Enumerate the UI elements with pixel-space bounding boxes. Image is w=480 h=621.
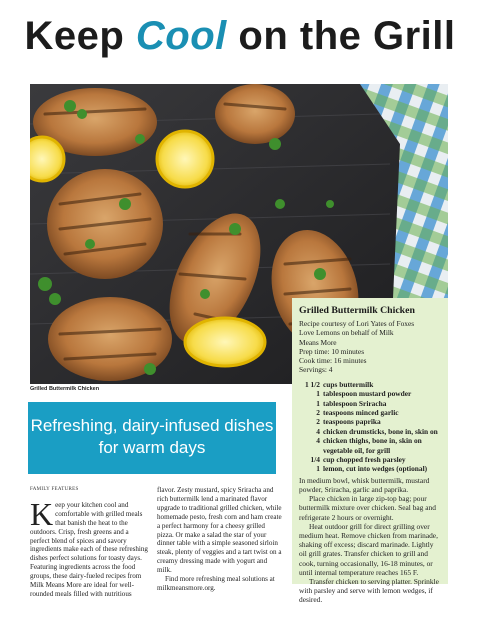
recipe-step: In medium bowl, whisk buttermilk, mustard powder, Sriracha, garlic and paprika. xyxy=(299,475,430,495)
recipe-step: Heat outdoor grill for direct grilling over medium heat. Remove chicken from marinade, shaking off excess; discard marinade. Lightly oil grill grates. Transfer chicken to grill and cook, turning occasionally, 16-18 minutes, or until internal temperature reaches 165 F. xyxy=(299,521,438,577)
recipe-credit-line: Love Lemons on behalf of Milk xyxy=(299,328,394,338)
headline-accent-word: Cool xyxy=(135,14,227,58)
recipe-prep-time: Prep time: 10 minutes xyxy=(299,346,365,356)
subhead-banner: Refreshing, dairy-infused dishes for warm days xyxy=(28,402,276,474)
recipe-credit-line: Recipe courtesy of Lori Yates of Foxes xyxy=(299,319,415,328)
recipe-cook-time: Cook time: 16 minutes xyxy=(299,356,367,366)
recipe-box xyxy=(292,298,448,605)
article-closing-paragraph: Find more refreshing meal solutions at milkmeansmore.org. xyxy=(157,575,275,592)
recipe-step: Place chicken in large zip-top bag; pour buttermilk mixture over chicken. Seal bag and refrigerate 2 hours or overnight. xyxy=(299,494,436,522)
recipe-meta xyxy=(299,319,442,375)
ingredient-row: 1 tablespoon mustard powder xyxy=(316,389,412,399)
article-column-1 xyxy=(30,486,150,599)
article-lead-text: eep your kitchen cool and comfortable with grilled meals that banish the heat to the outdoors. Crisp, fresh greens and a perfect blend of spices and savory ingredients make each of these refreshing dishes perfect solutions for toasty days. Featuring ingredients across the food groups, these dairy-fueled recipes from Milk Means More are ideal for well-rounded meals filled with nutritious xyxy=(30,500,148,598)
ingredient-row: 1 lemon, cut into wedges (optional) xyxy=(316,464,428,474)
headline-end: on the Grill xyxy=(226,14,456,58)
headline xyxy=(0,12,480,60)
headline-start: Keep xyxy=(24,14,136,58)
article-paragraph: flavor. Zesty mustard, spicy Sriracha and rich buttermilk lend a marinated flavor upgrade to traditional grilled chicken, while homemade pesto, fresh corn and ham create a perfect harmony for a cheesy grilled pizza. Or make a salad the star of your dinner table with a simple seasoned sirloin steak, plenty of veggies and a tart twist on a creamy dressing made with yogurt and milk. xyxy=(157,486,282,575)
ingredient-row: 1 1/2 cups buttermilk xyxy=(305,379,374,389)
article-column-2 xyxy=(157,486,283,593)
recipe-credit-line: Means More xyxy=(299,337,337,347)
article-lead-paragraph xyxy=(30,495,150,599)
ingredient-list xyxy=(299,380,442,474)
ingredient-row: 1 tablespoon Sriracha xyxy=(316,398,387,408)
recipe-title: Grilled Buttermilk Chicken xyxy=(299,305,415,316)
ingredient-row: 2 teaspoons paprika xyxy=(316,417,381,427)
ingredient-row: 2 teaspoons minced garlic xyxy=(316,408,399,417)
photo-caption: Grilled Buttermilk Chicken xyxy=(30,386,100,392)
recipe-servings: Servings: 4 xyxy=(299,365,333,375)
ingredient-row: 1/4 cup chopped fresh parsley xyxy=(310,455,406,465)
ingredient-row: 4 chicken thighs, bone in, skin on vegetable oil, for grill xyxy=(316,436,422,455)
recipe-step: Transfer chicken to serving platter. Sprinkle with parsley and serve with lemon wedges, if desired. xyxy=(299,577,439,605)
drop-cap: K xyxy=(30,495,54,532)
article-kicker: FAMILY FEATURES xyxy=(30,487,79,492)
ingredient-row: 4 chicken drumsticks, bone in, skin on xyxy=(316,426,438,436)
